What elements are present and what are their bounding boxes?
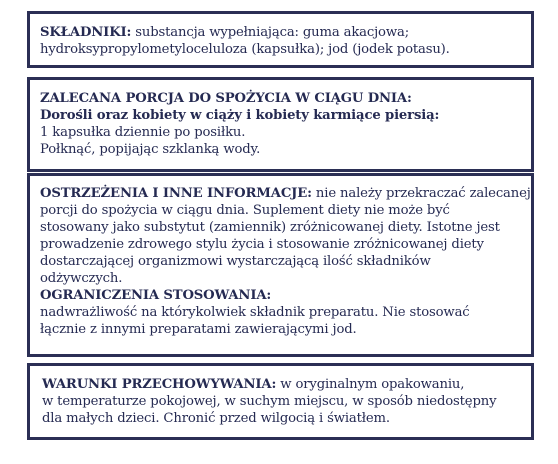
dosage-box bbox=[27, 77, 534, 172]
ingredients-line-1 bbox=[40, 24, 523, 41]
warnings-text-5: dostarczającej organizmowi wystarczającą ilość składników bbox=[40, 254, 431, 269]
restrictions-line-2: łącznie z innymi preparatami zawierającymi jod. bbox=[40, 322, 357, 337]
restrictions-heading: OGRANICZENIA STOSOWANIA: bbox=[40, 288, 272, 303]
storage-heading: WARUNKI PRZECHOWYWANIA: bbox=[42, 377, 277, 392]
warnings-text-2: porcji do spożycia w ciągu dnia. Suplement diety nie może być bbox=[40, 203, 450, 218]
storage-text-1: w oryginalnym opakowaniu, bbox=[276, 377, 465, 392]
warnings-box bbox=[27, 173, 534, 357]
warnings-heading: OSTRZEŻENIA I INNE INFORMACJE: bbox=[40, 186, 312, 201]
dosage-heading: ZALECANA PORCJA DO SPOŻYCIA W CIĄGU DNIA: bbox=[40, 91, 412, 106]
restrictions-line-1: nadwrażliwość na którykolwiek składnik preparatu. Nie stosować bbox=[40, 305, 470, 320]
storage-line-1 bbox=[42, 376, 523, 393]
storage-text-3: dla małych dzieci. Chronić przed wilgocią i światłem. bbox=[42, 411, 390, 426]
ingredients-heading: SKŁADNIKI: bbox=[40, 25, 132, 40]
warnings-line-1 bbox=[40, 185, 531, 202]
warnings-text-4: prowadzenie zdrowego stylu życia i stosowanie zróżnicowanej diety bbox=[40, 237, 484, 252]
warnings-text-3: stosowany jako substytut (zamiennik) zróżnicowanej diety. Istotne jest bbox=[40, 220, 500, 235]
ingredients-box bbox=[27, 11, 534, 68]
dosage-line-2: Połknąć, popijając szklanką wody. bbox=[40, 142, 261, 157]
storage-box bbox=[27, 363, 534, 440]
ingredients-text-1: substancja wypełniająca: guma akacjowa; bbox=[131, 25, 409, 40]
dosage-subheading: Dorośli oraz kobiety w ciąży i kobiety karmiące piersią: bbox=[40, 108, 440, 123]
storage-text-2: w temperaturze pokojowej, w suchym miejscu, w sposób niedostępny bbox=[42, 394, 497, 409]
dosage-line-1: 1 kapsułka dziennie po posiłku. bbox=[40, 125, 246, 140]
warnings-text-1: nie należy przekraczać zalecanej bbox=[311, 186, 531, 201]
ingredients-text-2: hydroksypropylometyloceluloza (kapsułka); jod (jodek potasu). bbox=[40, 42, 450, 57]
warnings-text-6: odżywczych. bbox=[40, 271, 123, 286]
